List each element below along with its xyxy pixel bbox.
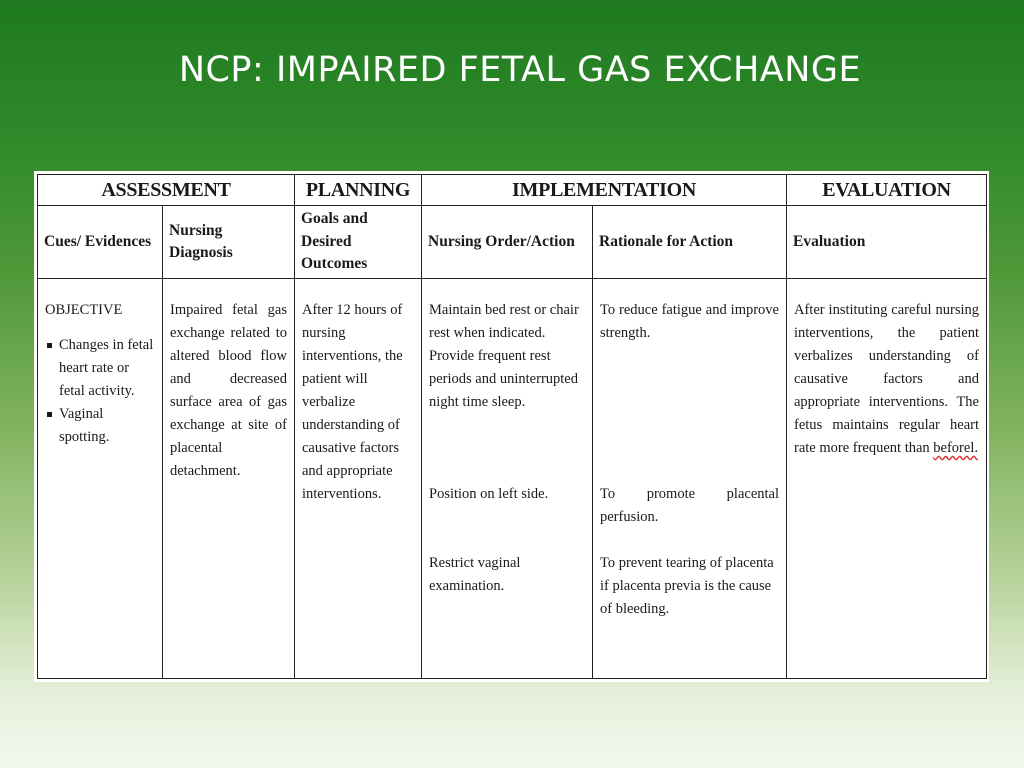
cue-item: Changes in fetal heart rate or fetal activity.: [45, 334, 155, 403]
slide-title: NCP: IMPAIRED FETAL GAS EXCHANGE: [178, 50, 862, 90]
ncp-table-panel: [34, 171, 989, 682]
subheader-evaluation: Evaluation: [787, 206, 987, 279]
rationale-item: To reduce fatigue and improve strength.: [600, 302, 779, 341]
subheader-goals: Goals and Desired Outcomes: [295, 206, 422, 279]
subheader-order: Nursing Order/Action: [422, 206, 593, 279]
order-item: Maintain bed rest or chair rest when indicated. Provide frequent rest periods and uninterrupted night time sleep.: [429, 302, 579, 410]
goals-cell: After 12 hours of nursing interventions, the patient will verbalize understanding of causative factors and appropriate interventions.: [295, 279, 422, 679]
ncp-table: [37, 174, 987, 679]
order-item: Restrict vaginal examination.: [429, 555, 521, 594]
cues-heading: OBJECTIVE: [45, 302, 123, 318]
section-header-row: [38, 175, 987, 206]
cues-cell: [38, 279, 163, 679]
order-item: Position on left side.: [429, 486, 549, 502]
section-assessment: ASSESSMENT: [38, 175, 295, 206]
orders-cell: [422, 279, 593, 679]
rationale-item: To promote placental perfusion.: [600, 486, 779, 525]
diagnosis-cell: Impaired fetal gas exchange related to altered blood flow and decreased surface area of gas exchange at site of placental detachment.: [163, 279, 295, 679]
rationale-item: To prevent tearing of placenta if placenta previa is the cause of bleeding.: [600, 555, 774, 617]
subheader-row: [38, 206, 987, 279]
section-evaluation: EVALUATION: [787, 175, 987, 206]
body-row: [38, 279, 987, 679]
subheader-diagnosis: Nursing Diagnosis: [163, 206, 295, 279]
cue-item: Vaginal spotting.: [45, 403, 155, 449]
rationale-cell: [593, 279, 787, 679]
evaluation-flagged-word: beforel.: [933, 440, 978, 456]
cues-list: [45, 334, 155, 449]
subheader-cues: Cues/ Evidences: [38, 206, 163, 279]
evaluation-text: After instituting careful nursing interventions, the patient verbalizes understanding of causative factors and appropriate interventions. The fetus maintains regular heart rate more frequent than: [794, 302, 979, 456]
section-implementation: IMPLEMENTATION: [422, 175, 787, 206]
subheader-rationale: Rationale for Action: [593, 206, 787, 279]
evaluation-cell: [787, 279, 987, 679]
section-planning: PLANNING: [295, 175, 422, 206]
